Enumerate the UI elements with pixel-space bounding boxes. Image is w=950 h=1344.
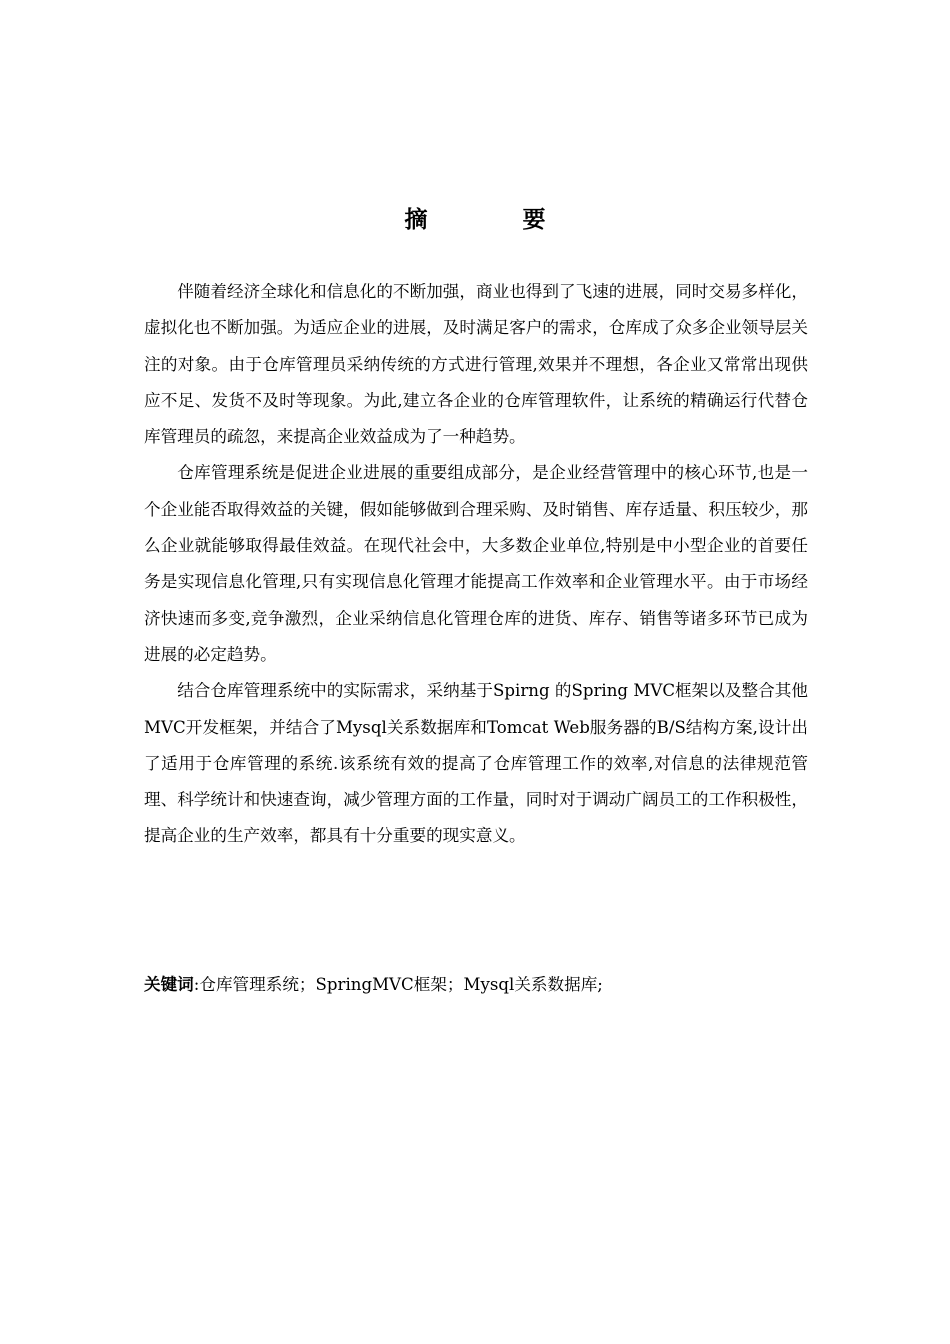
paragraph-2: 仓库管理系统是促进企业进展的重要组成部分，是企业经营管理中的核心环节,也是一个企业能否取得效益的关键，假如能够做到合理采购、及时销售、库存适量、积压较少，那么企业就能够取得最佳效益。在现代社会中，大多数企业单位,特别是中小型企业的首要任务是实现信息化管理,只有实现信息化管理才能提高工作效率和企业管理水平。由于市场经济快速而多变,竞争激烈，企业采纳信息化管理仓库的进货、库存、销售等诸多环节已成为进展的必定趋势。	[144, 463, 808, 664]
keywords-label: 关键词	[144, 975, 194, 994]
paragraph-1: 伴随着经济全球化和信息化的不断加强，商业也得到了飞速的进展，同时交易多样化，虚拟化也不断加强。为适应企业的进展，及时满足客户的需求，仓库成了众多企业领导层关注的对象。由于仓库管理员采纳传统的方式进行管理,效果并不理想，各企业又常常出现供应不足、发货不及时等现象。为此,建立各企业的仓库管理软件，让系统的精确运行代替仓库管理员的疏忽，来提高企业效益成为了一种趋势。	[144, 282, 808, 447]
keywords-text: :仓库管理系统；SpringMVC框架；Mysql关系数据库;	[193, 975, 603, 994]
page-title: 摘 要	[404, 207, 582, 233]
paragraph-3: 结合仓库管理系统中的实际需求，采纳基于Spirng 的Spring MVC框架以及整合其他MVC开发框架，并结合了Mysql关系数据库和Tomcat Web服务器的B/S结构方案,设计出了适用于仓库管理的系统.该系统有效的提高了仓库管理工作的效率,对信息的法律规范管理、科学统计和快速查询，减少管理方面的工作量，同时对于调动广阔员工的工作积极性，提高企业的生产效率，都具有十分重要的现实意义。	[144, 681, 808, 846]
keywords-line	[144, 967, 808, 1003]
abstract-body	[144, 274, 808, 855]
